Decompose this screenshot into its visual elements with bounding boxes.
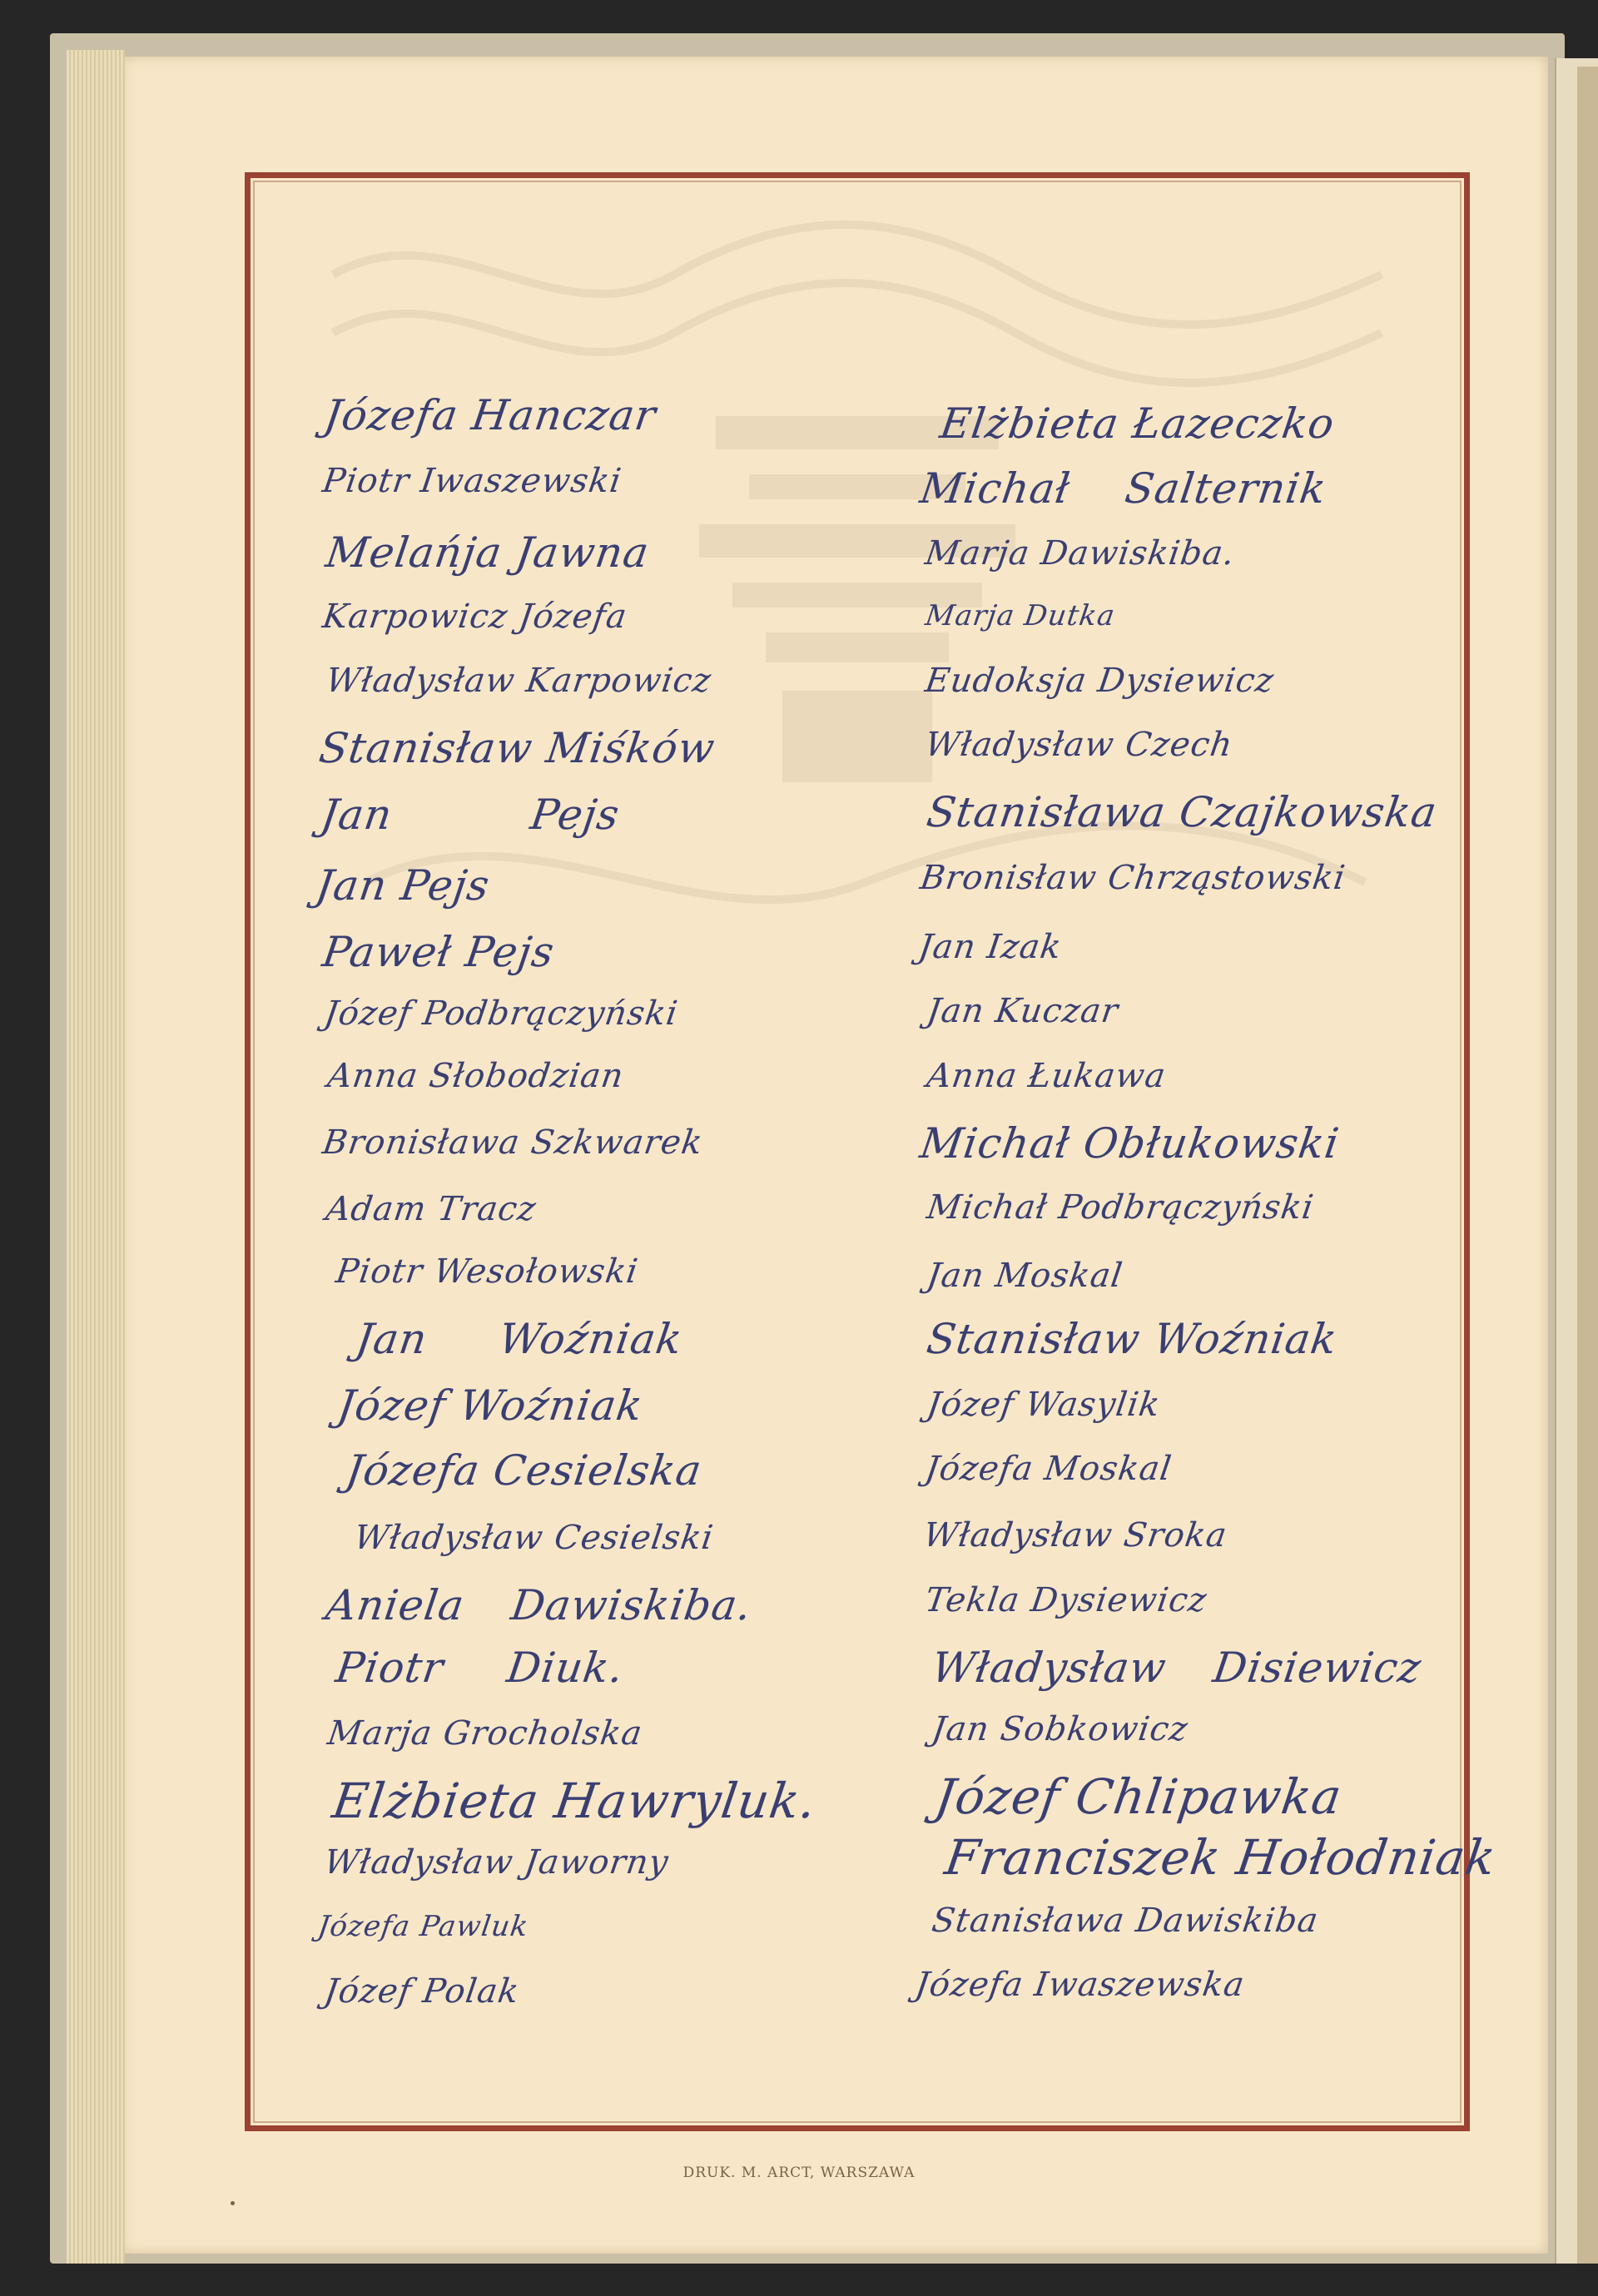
signature: Marja Grocholska	[325, 1714, 645, 1753]
signature: Anna Słobodzian	[325, 1057, 627, 1095]
signature: Paweł Pejs	[319, 928, 558, 976]
signature: Józefa Cesielska	[342, 1446, 706, 1495]
signature: Józef Woźniak	[334, 1381, 647, 1430]
signature: Władysław Sroka	[921, 1516, 1230, 1555]
signature: Marja Dawiskiba.	[922, 534, 1238, 573]
signature: Józefa Iwaszewska	[912, 1966, 1248, 2004]
signature: Piotr Iwaszewski	[320, 462, 624, 500]
signature: Franciszek Hołodniak	[941, 1829, 1500, 1886]
signature: Adam Tracz	[323, 1190, 539, 1228]
signature: Władysław Czech	[922, 726, 1236, 764]
signature: Stanisława Dawiskiba	[929, 1902, 1322, 1940]
signature: Władysław Disiewicz	[928, 1644, 1425, 1692]
signature: Józefa Moskal	[922, 1450, 1174, 1488]
signature: Bronisława Szkwarek	[320, 1123, 706, 1162]
signature: Józef Polak	[321, 1972, 522, 2011]
signature: Tekla Dysiewicz	[922, 1581, 1210, 1619]
signature: Stanisław Miśków	[315, 724, 718, 772]
printer-imprint: DRUK. M. ARCT, WARSZAWA	[682, 2165, 916, 2181]
signature: Józef Podbrączyński	[321, 994, 681, 1033]
signature: Piotr Diuk.	[332, 1644, 628, 1692]
signature: Jan Kuczar	[924, 992, 1121, 1030]
ink-dot	[231, 2201, 235, 2205]
signature: Jan Pejs	[317, 791, 623, 839]
signature: Józef Wasylik	[924, 1386, 1164, 1424]
signature: Michał Obłukowski	[916, 1119, 1342, 1168]
signature: Bronisław Chrząstowski	[917, 859, 1348, 897]
signature: Jan Sobkowicz	[929, 1710, 1191, 1748]
signature: Jan Moskal	[924, 1257, 1126, 1295]
signature: Karpowicz Józefa	[320, 598, 630, 636]
signature: Władysław Cesielski	[351, 1519, 717, 1557]
signature: Stanisława Czajkowska	[923, 788, 1441, 836]
signature: Piotr Wesołowski	[333, 1252, 641, 1291]
signature: Aniela Dawiskiba.	[322, 1581, 756, 1629]
signature: Józefa Pawluk	[315, 1910, 531, 1943]
signature: Anna Łukawa	[924, 1057, 1169, 1095]
signature: Stanisław Woźniak	[923, 1315, 1341, 1363]
signature-column-left	[312, 0, 899, 2296]
signature: Eudoksja Dysiewicz	[922, 662, 1277, 700]
signature: Józefa Hanczar	[320, 391, 660, 439]
signature: Michał Podbrączyński	[924, 1188, 1317, 1227]
signature-column-right	[912, 0, 1500, 2296]
signature: Jan Pejs	[312, 861, 494, 910]
signature: Józef Chlipawka	[931, 1768, 1346, 1825]
signature: Marja Dutka	[923, 599, 1118, 632]
signature: Władysław Karpowicz	[323, 662, 714, 700]
adjacent-page-strip	[1577, 67, 1598, 2264]
signature: Jan Woźniak	[352, 1315, 686, 1363]
signature: Jan Izak	[916, 928, 1065, 966]
signature: Michał Salternik	[916, 464, 1330, 513]
signature: Elżbieta Łazeczko	[936, 399, 1338, 448]
signature: Elżbieta Hawryluk.	[329, 1773, 821, 1829]
page-block-edge	[67, 50, 125, 2264]
signature: Melańja Jawna	[322, 528, 653, 577]
signature: Władysław Jaworny	[321, 1843, 672, 1882]
